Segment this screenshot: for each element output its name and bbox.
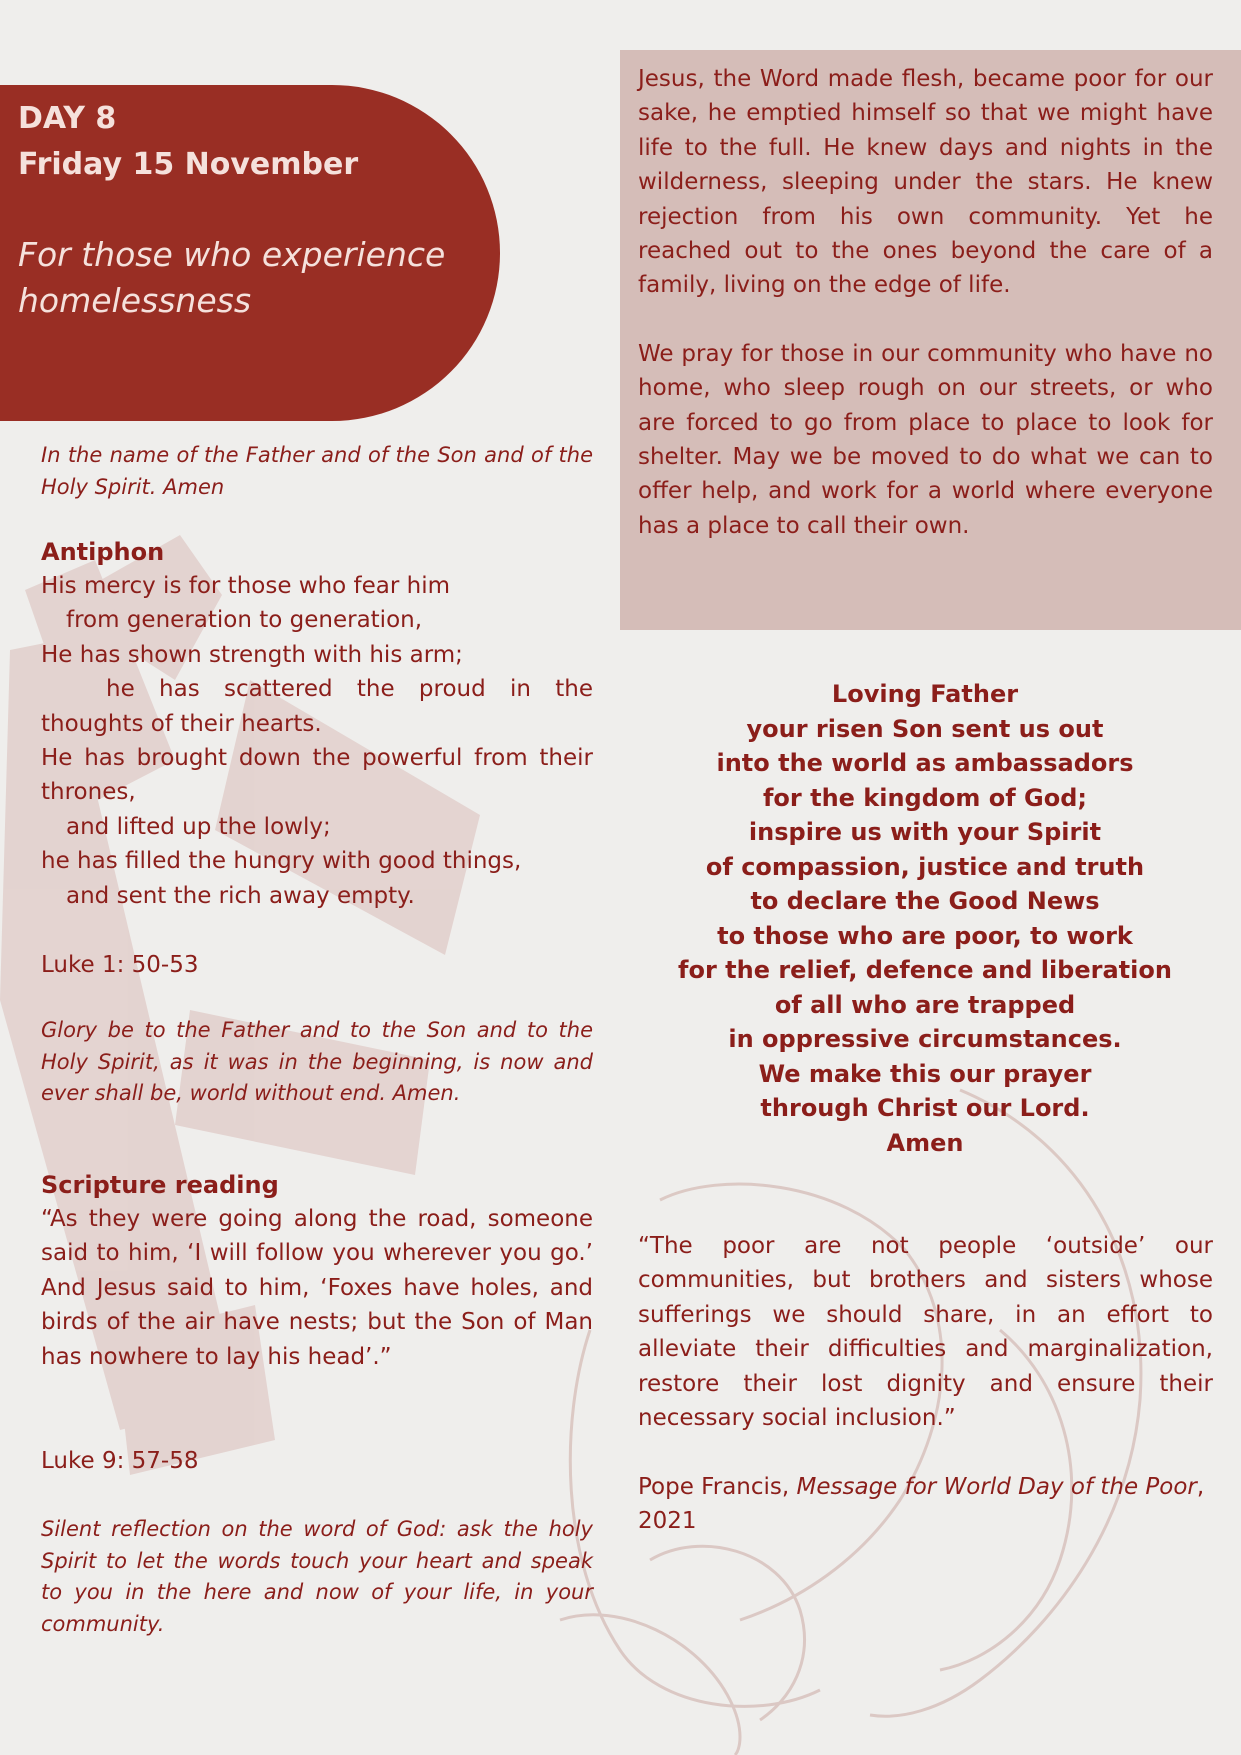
prayer-line: in oppressive circumstances. (728, 1025, 1122, 1053)
scripture-reference: Luke 9: 57-58 (41, 1448, 199, 1474)
prayer-line: Amen (886, 1128, 964, 1157)
antiphon-heading: Antiphon (41, 538, 165, 566)
prayer-line: for the kingdom of God; (762, 783, 1088, 812)
closing-prayer (640, 677, 1210, 1160)
prayer-line: to declare the Good News (750, 887, 1100, 915)
antiphon-line: and sent the rich away empty. (66, 882, 415, 909)
antiphon-text (41, 569, 593, 913)
prayer-line: of all who are trapped (774, 990, 1076, 1019)
antiphon-reference: Luke 1: 50-53 (41, 952, 199, 978)
page-theme-title: For those who experience homelessness (18, 235, 446, 320)
silent-reflection: Silent reflection on the word of God: ask the holy Spirit to let the words touch your heart and speak to you in the here and now of your life, in your community. (41, 1517, 593, 1636)
prayer-line: inspire us with your Spirit (748, 818, 1102, 846)
pope-quote: “The poor are not people ‘outside’ our communities, but brothers and sisters whose sufferings we should share, in an effort to alleviate their difficulties and marginalization, restore their lost dignity and ensure their necessary social inclusion.” (638, 1233, 1213, 1432)
citation-source: Message for World Day of the Poor (796, 1474, 1197, 1500)
antiphon-line: His mercy is for those who fear him (41, 573, 451, 599)
prayer-line: through Christ our Lord. (760, 1094, 1090, 1122)
scripture-heading: Scripture reading (41, 1171, 279, 1199)
prayer-line: your risen Son sent us out (746, 714, 1104, 743)
antiphon-line: He has brought down the powerful from their thrones, (41, 745, 593, 806)
quote-citation (638, 1470, 1213, 1539)
prayer-line: for the relief, defence and liberation (678, 956, 1172, 984)
antiphon-line: from generation to generation, (66, 607, 423, 634)
intro-paragraph: We pray for those in our community who have no home, who sleep rough on our streets, or who are forced to go from place to place to look for shelter. May we be moved to do what we can to offer help, and work for a world where everyone has a place to call their own. (638, 340, 1213, 539)
prayer-line: to those who are poor, to work (717, 921, 1133, 950)
date-label: Friday 15 November (18, 147, 359, 182)
glory-be-prayer: Glory be to the Father and to the Son and to the Holy Spirit, as it was in the beginning, is now and ever shall be, world without end. Amen. (41, 1018, 593, 1105)
intro-box-text (638, 62, 1213, 543)
prayer-line: into the world as ambassadors (716, 749, 1134, 777)
prayer-line: of compassion, justice and truth (705, 852, 1145, 881)
antiphon-line: He has shown strength with his arm; (41, 641, 463, 668)
prayer-line: We make this our prayer (758, 1059, 1092, 1088)
day-label: DAY 8 (18, 101, 117, 136)
antiphon-line: he has filled the hungry with good things, (41, 848, 522, 875)
opening-blessing: In the name of the Father and of the Son and of the Holy Spirit. Amen (41, 443, 593, 499)
antiphon-line: and lifted up the lowly; (66, 813, 331, 840)
antiphon-line: he has scattered the proud in the thoughts of their hearts. (41, 676, 593, 737)
intro-paragraph: Jesus, the Word made flesh, became poor for our sake, he emptied himself so that we might have life to the full. He knew days and nights in the wilderness, sleeping under the stars. He knew rejection from his own community. Yet he reached out to the ones beyond the care of a family, living on the edge of life. (638, 66, 1213, 299)
scripture-text: “As they were going along the road, someone said to him, ‘I will follow you wherever you go.’ And Jesus said to him, ‘Foxes have holes, and birds of the air have nests; but the Son of Man has nowhere to lay his head’.” (41, 1206, 593, 1370)
citation-year: , 2021 (638, 1474, 1205, 1535)
prayer-line: Loving Father (831, 680, 1019, 708)
citation-author: Pope Francis, (638, 1474, 797, 1500)
